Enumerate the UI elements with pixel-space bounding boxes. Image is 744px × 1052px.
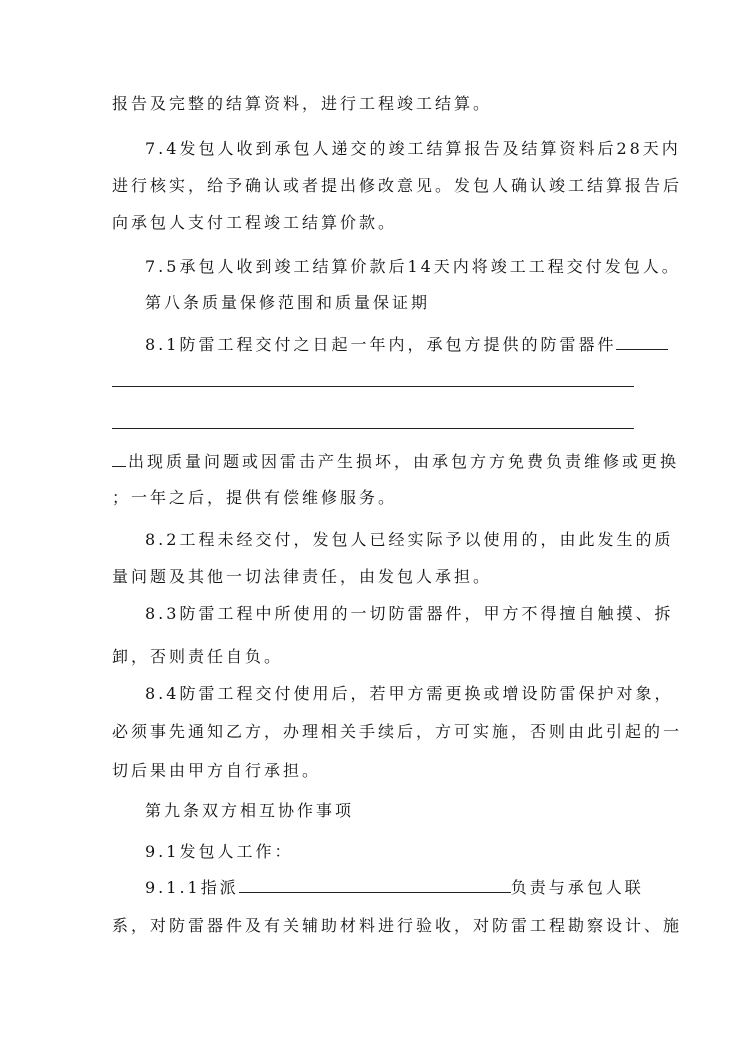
clause-8-2: 8.2工程未经交付，发包人已经实际予以使用的，由此发生的质 (145, 530, 674, 549)
article-9-heading: 第九条双方相互协作事项 (145, 801, 355, 820)
clause-8-3: 8.3防雷工程中所使用的一切防雷器件，甲方不得擅自触摸、拆 (145, 604, 674, 623)
text-line: 卸，否则责任自负。 (112, 647, 284, 666)
article-8-heading: 第八条质量保修范围和质量保证期 (145, 293, 431, 312)
text-segment: 负责与承包人联 (510, 878, 644, 897)
text-line: 系，对防雷器件及有关辅助材料进行验收，对防雷工程勘察设计、施 (112, 916, 683, 935)
fill-blank (239, 878, 511, 893)
clause-8-1-text: 8.1防雷工程交付之日起一年内，承包方提供的防雷器件 (145, 335, 617, 354)
text-line: 进行核实，给予确认或者提出修改意见。发包人确认竣工结算报告后 (112, 176, 683, 195)
text-line: 切后果由甲方自行承担。 (112, 761, 322, 780)
text-line (112, 451, 680, 473)
text-line: 量问题及其他一切法律责任，由发包人承担。 (112, 567, 493, 586)
text-line: 必须事先通知乙方，办理相关手续后，方可实施，否则由此引起的一 (112, 722, 683, 741)
fill-blank (112, 452, 126, 467)
blank-rule (112, 386, 634, 387)
blank-rule (112, 428, 634, 429)
text-line: 向承包人支付工程竣工结算价款。 (112, 213, 398, 232)
clause-7-5: 7.5承包人收到竣工结算价款后14天内将竣工工程交付发包人。 (145, 257, 681, 276)
text-segment: 出现质量问题或因雷击产生损坏，由承包方方免费负责维修或更换 (128, 452, 680, 471)
text-line: ；一年之后，提供有偿维修服务。 (112, 488, 398, 507)
clause-9-1-1 (145, 877, 644, 899)
clause-8-4: 8.4防雷工程交付使用后，若甲方需更换或增设防雷保护对象， (145, 684, 674, 703)
text-segment: 9.1.1指派 (145, 878, 239, 897)
text-line: 报告及完整的结算资料，进行工程竣工结算。 (112, 94, 493, 113)
clause-9-1: 9.1发包人工作： (145, 842, 294, 861)
clause-8-1 (145, 334, 634, 356)
fill-blank (616, 335, 668, 350)
clause-7-4: 7.4发包人收到承包人递交的竣工结算报告及结算资料后28天内 (145, 139, 681, 158)
